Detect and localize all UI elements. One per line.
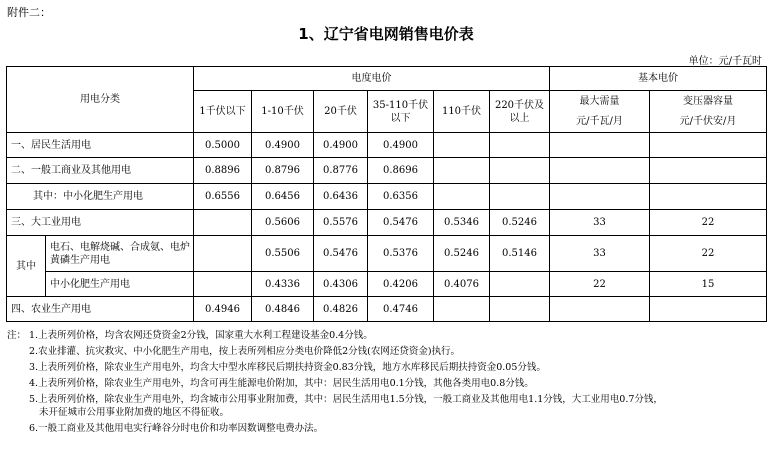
note-text: 3.上表所列价格，除农业生产用电外，均含大中型水库移民后期扶持资金0.83分钱，地方水库移民后期扶持资金0.05分钱。 bbox=[29, 362, 546, 373]
cell-max-demand: 33 bbox=[550, 210, 650, 236]
note-1 bbox=[7, 329, 767, 342]
cell-transformer: 22 bbox=[650, 210, 767, 236]
note-text-continued: 未开征城市公用事业附加费的地区不得征收。 bbox=[39, 407, 230, 418]
cell-value: 0.5246 bbox=[490, 210, 550, 236]
cell-value bbox=[194, 272, 252, 297]
table-row-agricultural bbox=[7, 297, 767, 322]
tariff-table bbox=[6, 66, 767, 322]
row-group-label: 其中 bbox=[7, 236, 46, 297]
note-text: 4.上表所列价格，除农业生产用电外，均含可再生能源电价附加，其中：居民生活用电0.1分钱，其他各类用电0.8分钱。 bbox=[29, 378, 534, 389]
cell-value: 0.4076 bbox=[434, 272, 490, 297]
cell-value: 0.4826 bbox=[314, 297, 368, 322]
cell-value bbox=[434, 158, 490, 184]
cell-value: 0.4206 bbox=[368, 272, 434, 297]
table-row-industrial-carbide bbox=[7, 236, 767, 272]
cell-transformer bbox=[650, 133, 767, 158]
cell-value: 0.5000 bbox=[194, 133, 252, 158]
note-6 bbox=[7, 422, 767, 435]
cell-value bbox=[194, 236, 252, 272]
cell-value: 0.5506 bbox=[252, 236, 314, 272]
cell-max-demand bbox=[550, 133, 650, 158]
cell-value bbox=[490, 158, 550, 184]
note-text: 2.农业排灌、抗灾救灾、中小化肥生产用电，按上表所列相应分类电价降低2分钱(农网还贷资金)执行。 bbox=[29, 346, 461, 357]
row-label: 四、农业生产用电 bbox=[7, 297, 194, 322]
cell-value: 0.4746 bbox=[368, 297, 434, 322]
cell-value bbox=[490, 272, 550, 297]
row-label: 三、大工业用电 bbox=[7, 210, 194, 236]
cell-transformer: 15 bbox=[650, 272, 767, 297]
cell-value: 0.5346 bbox=[434, 210, 490, 236]
cell-max-demand bbox=[550, 184, 650, 210]
header-voltage-5: 110千伏 bbox=[434, 91, 490, 133]
header-energy-price: 电度电价 bbox=[194, 67, 550, 91]
cell-value: 0.6356 bbox=[368, 184, 434, 210]
cell-value: 0.4946 bbox=[194, 297, 252, 322]
cell-value: 0.8776 bbox=[314, 158, 368, 184]
table-row-general-fertilizer bbox=[7, 184, 767, 210]
cell-value: 0.5246 bbox=[434, 236, 490, 272]
row-label: 其中：中小化肥生产用电 bbox=[7, 184, 194, 210]
header-voltage-6: 220千伏及以上 bbox=[490, 91, 550, 133]
note-2 bbox=[7, 345, 767, 358]
cell-value bbox=[194, 210, 252, 236]
cell-transformer bbox=[650, 297, 767, 322]
cell-value bbox=[490, 184, 550, 210]
header-basic-price: 基本电价 bbox=[550, 67, 767, 91]
header-voltage-1: 1千伏以下 bbox=[194, 91, 252, 133]
cell-max-demand bbox=[550, 158, 650, 184]
cell-value: 0.6436 bbox=[314, 184, 368, 210]
header-max-demand-unit: 元/千瓦/月 bbox=[550, 112, 650, 133]
cell-value bbox=[434, 184, 490, 210]
cell-value: 0.5576 bbox=[314, 210, 368, 236]
cell-value: 0.4306 bbox=[314, 272, 368, 297]
page-title: 1、辽宁省电网销售电价表 bbox=[298, 25, 474, 43]
cell-value: 0.4846 bbox=[252, 297, 314, 322]
cell-value: 0.8696 bbox=[368, 158, 434, 184]
notes-lead: 注： bbox=[7, 330, 27, 341]
cell-value bbox=[434, 133, 490, 158]
header-transformer-unit: 元/千伏安/月 bbox=[650, 112, 767, 133]
cell-value: 0.5376 bbox=[368, 236, 434, 272]
note-4 bbox=[7, 377, 767, 390]
header-voltage-3: 20千伏 bbox=[314, 91, 368, 133]
notes-section bbox=[7, 329, 767, 438]
note-3 bbox=[7, 361, 767, 374]
row-label: 一、居民生活用电 bbox=[7, 133, 194, 158]
table-row-industrial bbox=[7, 210, 767, 236]
note-text: 5.上表所列价格，除农业生产用电外，均含城市公用事业附加费，其中：居民生活用电1.5分钱，一般工商业及其他用电1.1分钱，大工业用电0.7分钱， bbox=[29, 394, 663, 405]
row-label: 电石、电解烧碱、合成氨、电炉黄磷生产用电 bbox=[46, 236, 194, 272]
header-voltage-4: 35-110千伏以下 bbox=[368, 91, 434, 133]
header-transformer: 变压器容量 bbox=[650, 91, 767, 112]
table-row-industrial-fertilizer bbox=[7, 272, 767, 297]
note-5 bbox=[7, 393, 767, 419]
table-row-general bbox=[7, 158, 767, 184]
table-row-residential bbox=[7, 133, 767, 158]
header-max-demand: 最大需量 bbox=[550, 91, 650, 112]
cell-value: 0.5476 bbox=[368, 210, 434, 236]
cell-transformer bbox=[650, 158, 767, 184]
cell-max-demand: 22 bbox=[550, 272, 650, 297]
cell-max-demand bbox=[550, 297, 650, 322]
row-label: 中小化肥生产用电 bbox=[46, 272, 194, 297]
header-voltage-2: 1-10千伏 bbox=[252, 91, 314, 133]
cell-transformer bbox=[650, 184, 767, 210]
cell-value: 0.4336 bbox=[252, 272, 314, 297]
header-category: 用电分类 bbox=[7, 67, 194, 133]
cell-transformer: 22 bbox=[650, 236, 767, 272]
cell-value: 0.6456 bbox=[252, 184, 314, 210]
note-text: 1.上表所列价格，均含农网还贷资金2分钱，国家重大水利工程建设基金0.4分钱。 bbox=[29, 330, 373, 341]
cell-value: 0.8796 bbox=[252, 158, 314, 184]
cell-value: 0.5606 bbox=[252, 210, 314, 236]
cell-max-demand: 33 bbox=[550, 236, 650, 272]
header-row-1 bbox=[7, 67, 767, 91]
cell-value: 0.4900 bbox=[314, 133, 368, 158]
note-text: 6.一般工商业及其他用电实行峰谷分时电价和功率因数调整电费办法。 bbox=[29, 423, 324, 434]
cell-value bbox=[490, 133, 550, 158]
cell-value bbox=[490, 297, 550, 322]
cell-value bbox=[434, 297, 490, 322]
cell-value: 0.5146 bbox=[490, 236, 550, 272]
attachment-label: 附件二： bbox=[7, 6, 51, 19]
cell-value: 0.4900 bbox=[252, 133, 314, 158]
cell-value: 0.8896 bbox=[194, 158, 252, 184]
cell-value: 0.4900 bbox=[368, 133, 434, 158]
row-label: 二、一般工商业及其他用电 bbox=[7, 158, 194, 184]
cell-value: 0.6556 bbox=[194, 184, 252, 210]
cell-value: 0.5476 bbox=[314, 236, 368, 272]
unit-label: 单位：元/千瓦时 bbox=[688, 56, 762, 67]
